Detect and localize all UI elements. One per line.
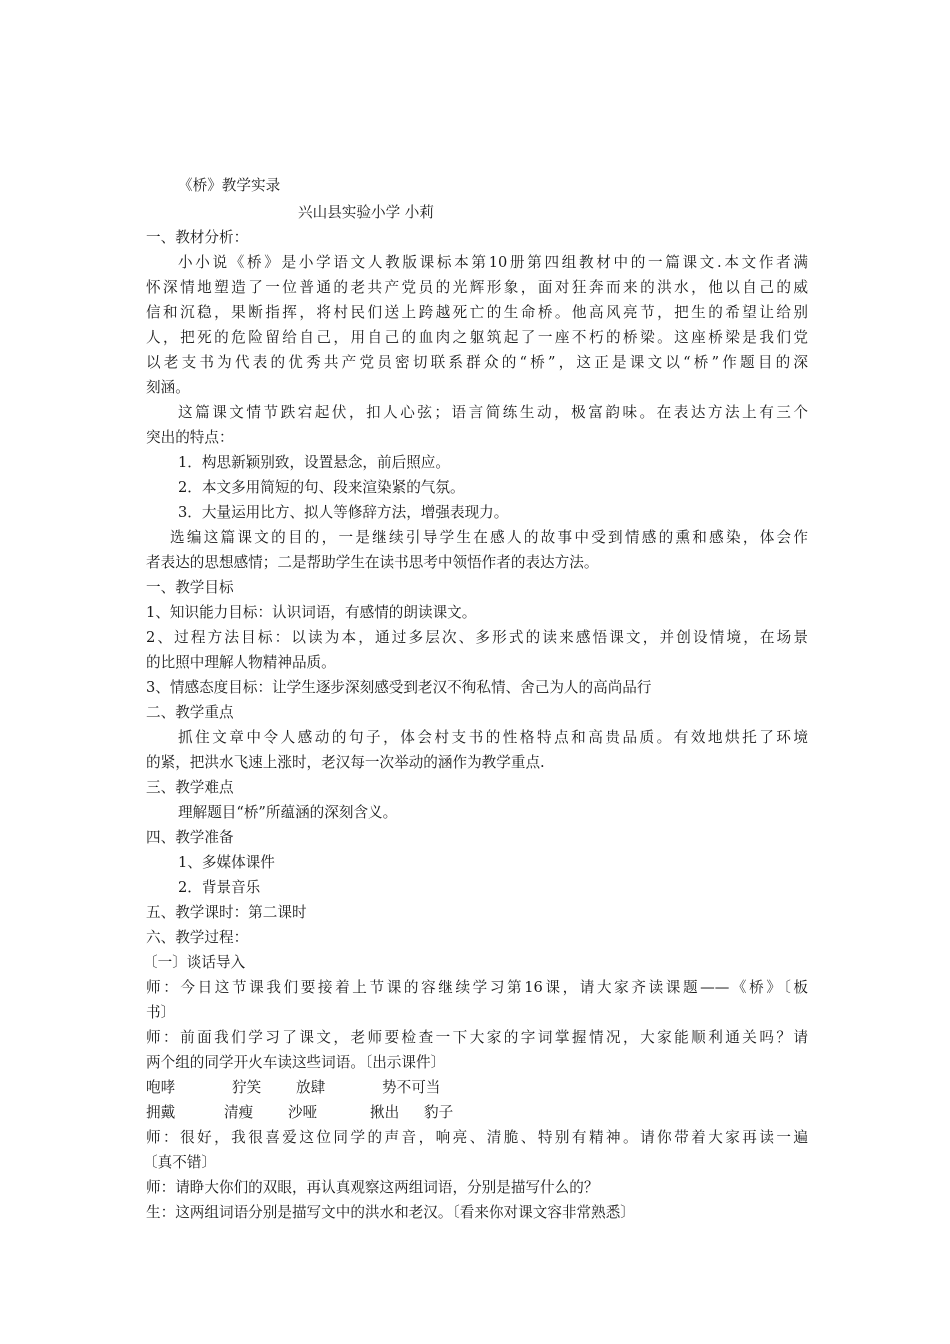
word-item: 拥戴 — [146, 1104, 176, 1121]
section-heading-goals: 一、教学目标 — [146, 579, 234, 596]
word-item: 狞笑 — [232, 1079, 262, 1096]
dialogue-line: 两个组的同学开火车读这些词语。〔出示课件〕 — [146, 1054, 446, 1071]
section-heading-key-points: 二、教学重点 — [146, 704, 234, 721]
goal-item: 1、知识能力目标：认识词语，有感情的朗读课文。 — [146, 604, 477, 621]
goal-item: 3、情感态度目标：让学生逐步深刻感受到老汉不徇私情、舍己为人的高尚品行 — [146, 679, 652, 696]
feature-item: 3．大量运用比方、拟人等修辞方法，增强表现力。 — [178, 504, 509, 521]
section-heading-process: 六、教学过程： — [146, 929, 249, 946]
word-item: 沙哑 — [288, 1104, 318, 1121]
paragraph-line: 突出的特点： — [146, 429, 234, 446]
paragraph-line: 的紧，把洪水飞速上涨时，老汉每一次举动的涵作为教学重点. — [146, 754, 545, 771]
paragraph-line: 者表达的思想感情；二是帮助学生在读书思考中领悟作者的表达方法。 — [146, 554, 599, 571]
goal-item: 的比照中理解人物精神品质。 — [146, 654, 336, 671]
author-line: 兴山县实验小学 小莉 — [298, 204, 434, 221]
section-heading-analysis: 一、教材分析： — [146, 229, 249, 246]
word-item: 放肆 — [296, 1079, 326, 1096]
dialogue-line: 师：请睁大你们的双眼，再认真观察这两组词语，分别是描写什么的？ — [146, 1179, 599, 1196]
dialogue-line: 生：这两组词语分别是描写文中的洪水和老汉。〔看来你对课文容非常熟悉〕 — [146, 1204, 635, 1221]
paragraph-line: 以老支书为代表的优秀共产党员密切联系群众的“桥”，这正是课文以“桥”作题目的深 — [146, 354, 808, 371]
word-item: 揪出 — [370, 1104, 400, 1121]
prep-item: 2．背景音乐 — [178, 879, 261, 896]
word-item: 清瘦 — [224, 1104, 254, 1121]
subheading-intro: 〔一〕谈话导入 — [143, 954, 246, 971]
paragraph-line: 理解题目“桥”所蕴涵的深刻含义。 — [178, 804, 398, 821]
dialogue-line: 师：今日这节课我们要接着上节课的容继续学习第16课，请大家齐读课题——《桥》〔板 — [146, 979, 808, 996]
dialogue-line: 〔真不错〕 — [143, 1154, 216, 1171]
feature-item: 2．本文多用简短的句、段来渲染紧的气氛。 — [178, 479, 465, 496]
section-heading-preparation: 四、教学准备 — [146, 829, 234, 846]
section-heading-difficulty: 三、教学难点 — [146, 779, 234, 796]
word-item: 豹子 — [424, 1104, 454, 1121]
dialogue-line: 书〕 — [146, 1004, 176, 1021]
paragraph-line: 刻涵。 — [146, 379, 190, 396]
section-heading-class-hours: 五、教学课时：第二课时 — [146, 904, 307, 921]
paragraph-line: 这篇课文情节跌宕起伏，扣人心弦；语言简练生动，极富韵味。在表达方法上有三个 — [178, 404, 808, 421]
paragraph-line: 人，把死的危险留给自己，用自己的血肉之躯筑起了一座不朽的桥梁。这座桥梁是我们党 — [146, 329, 808, 346]
paragraph-line: 选编这篇课文的目的，一是继续引导学生在感人的故事中受到情感的熏和感染，体会作 — [170, 529, 808, 546]
feature-item: 1．构思新颖别致，设置悬念，前后照应。 — [178, 454, 450, 471]
paragraph-line: 怀深情地塑造了一位普通的老共产党员的光辉形象，面对狂奔而来的洪水，他以自己的威 — [146, 279, 808, 296]
paragraph-line: 小小说《桥》是小学语文人教版课标本第10册第四组教材中的一篇课文.本文作者满 — [178, 254, 808, 271]
goal-item: 2、过程方法目标：以读为本，通过多层次、多形式的读来感悟课文，并创设情境，在场景 — [146, 629, 808, 646]
word-list-old-man — [146, 1101, 808, 1125]
prep-item: 1、多媒体课件 — [178, 854, 275, 871]
paragraph-line: 抓住文章中令人感动的句子，体会村支书的性格特点和高贵品质。有效地烘托了环境 — [178, 729, 808, 746]
word-list-flood — [146, 1076, 808, 1100]
document-title: 《桥》教学实录 — [178, 177, 281, 194]
paragraph-line: 信和沉稳，果断指挥，将村民们送上跨越死亡的生命桥。他高风亮节，把生的希望让给别 — [146, 304, 808, 321]
dialogue-line: 师：很好，我很喜爱这位同学的声音，响亮、清脆、特别有精神。请你带着大家再读一遍 — [146, 1129, 808, 1146]
word-item: 势不可当 — [382, 1079, 441, 1096]
dialogue-line: 师：前面我们学习了课文，老师要检查一下大家的字词掌握情况，大家能顺利通关吗？请 — [146, 1029, 808, 1046]
word-item: 咆哮 — [146, 1079, 176, 1096]
